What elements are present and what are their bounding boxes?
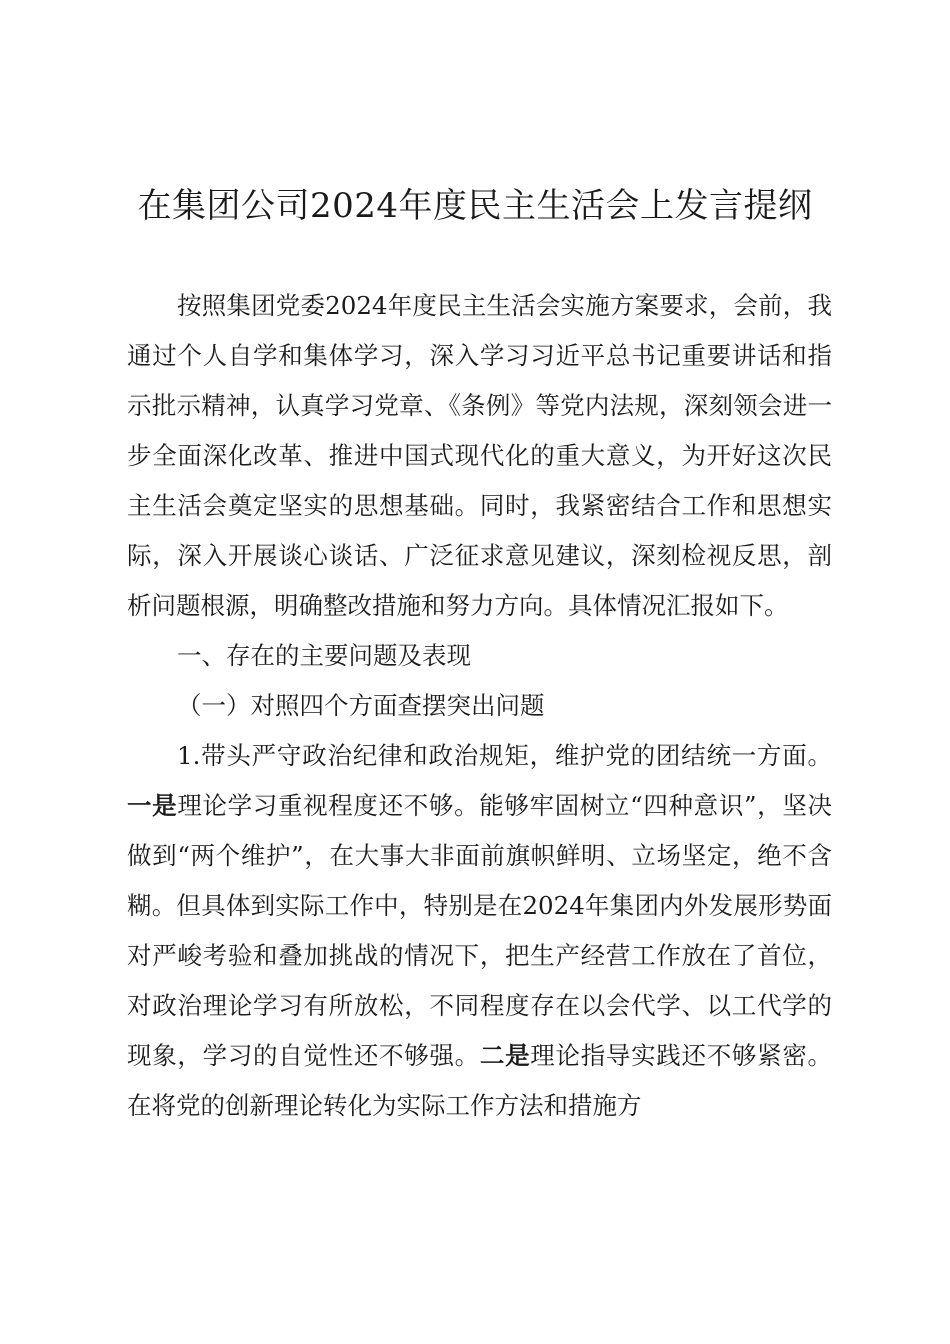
- document-body: [127, 281, 832, 1131]
- point-1-text: 理论学习重视程度还不够。能够牢固树立“四种意识”，坚决做到“两个维护”，在大事大非面前旗帜鲜明、立场坚定，绝不含糊。但具体到实际工作中，特别是在2024年集团内外发展形势面对严峻考验和叠加挑战的情况下，把生产经营工作放在了首位，对政治理论学习有所放松，不同程度存在以会代学、以工代学的现象，学习的自觉性还不够强。: [127, 791, 832, 1070]
- item-heading: 1.带头严守政治纪律和政治规矩，维护党的团结统一方面。: [177, 741, 832, 770]
- intro-paragraph: 按照集团党委2024年度民主生活会实施方案要求，会前，我通过个人自学和集体学习，深入学习习近平总书记重要讲话和指示批示精神，认真学习党章、《条例》等党内法规，深刻领会进一步全面深化改革、推进中国式现代化的重大意义，为开好这次民主生活会奠定坚实的思想基础。同时，我紧密结合工作和思想实际，深入开展谈心谈话、广泛征求意见建议，深刻检视反思，剖析问题根源，明确整改措施和努力方向。具体情况汇报如下。: [127, 291, 832, 620]
- item-paragraph: [127, 731, 832, 1131]
- subsection-heading: （一）对照四个方面查摆突出问题: [177, 691, 545, 720]
- section-heading: 一、存在的主要问题及表现: [177, 641, 471, 670]
- point-2-label: 二是: [479, 1041, 531, 1070]
- point-2-text: 理论指导实践还不够紧密。在将党的创新理论转化为实际工作方法和措施方: [127, 1041, 833, 1120]
- point-1-label: 一是: [127, 791, 178, 820]
- document-title: 在集团公司2024年度民主生活会上发言提纲: [137, 186, 813, 226]
